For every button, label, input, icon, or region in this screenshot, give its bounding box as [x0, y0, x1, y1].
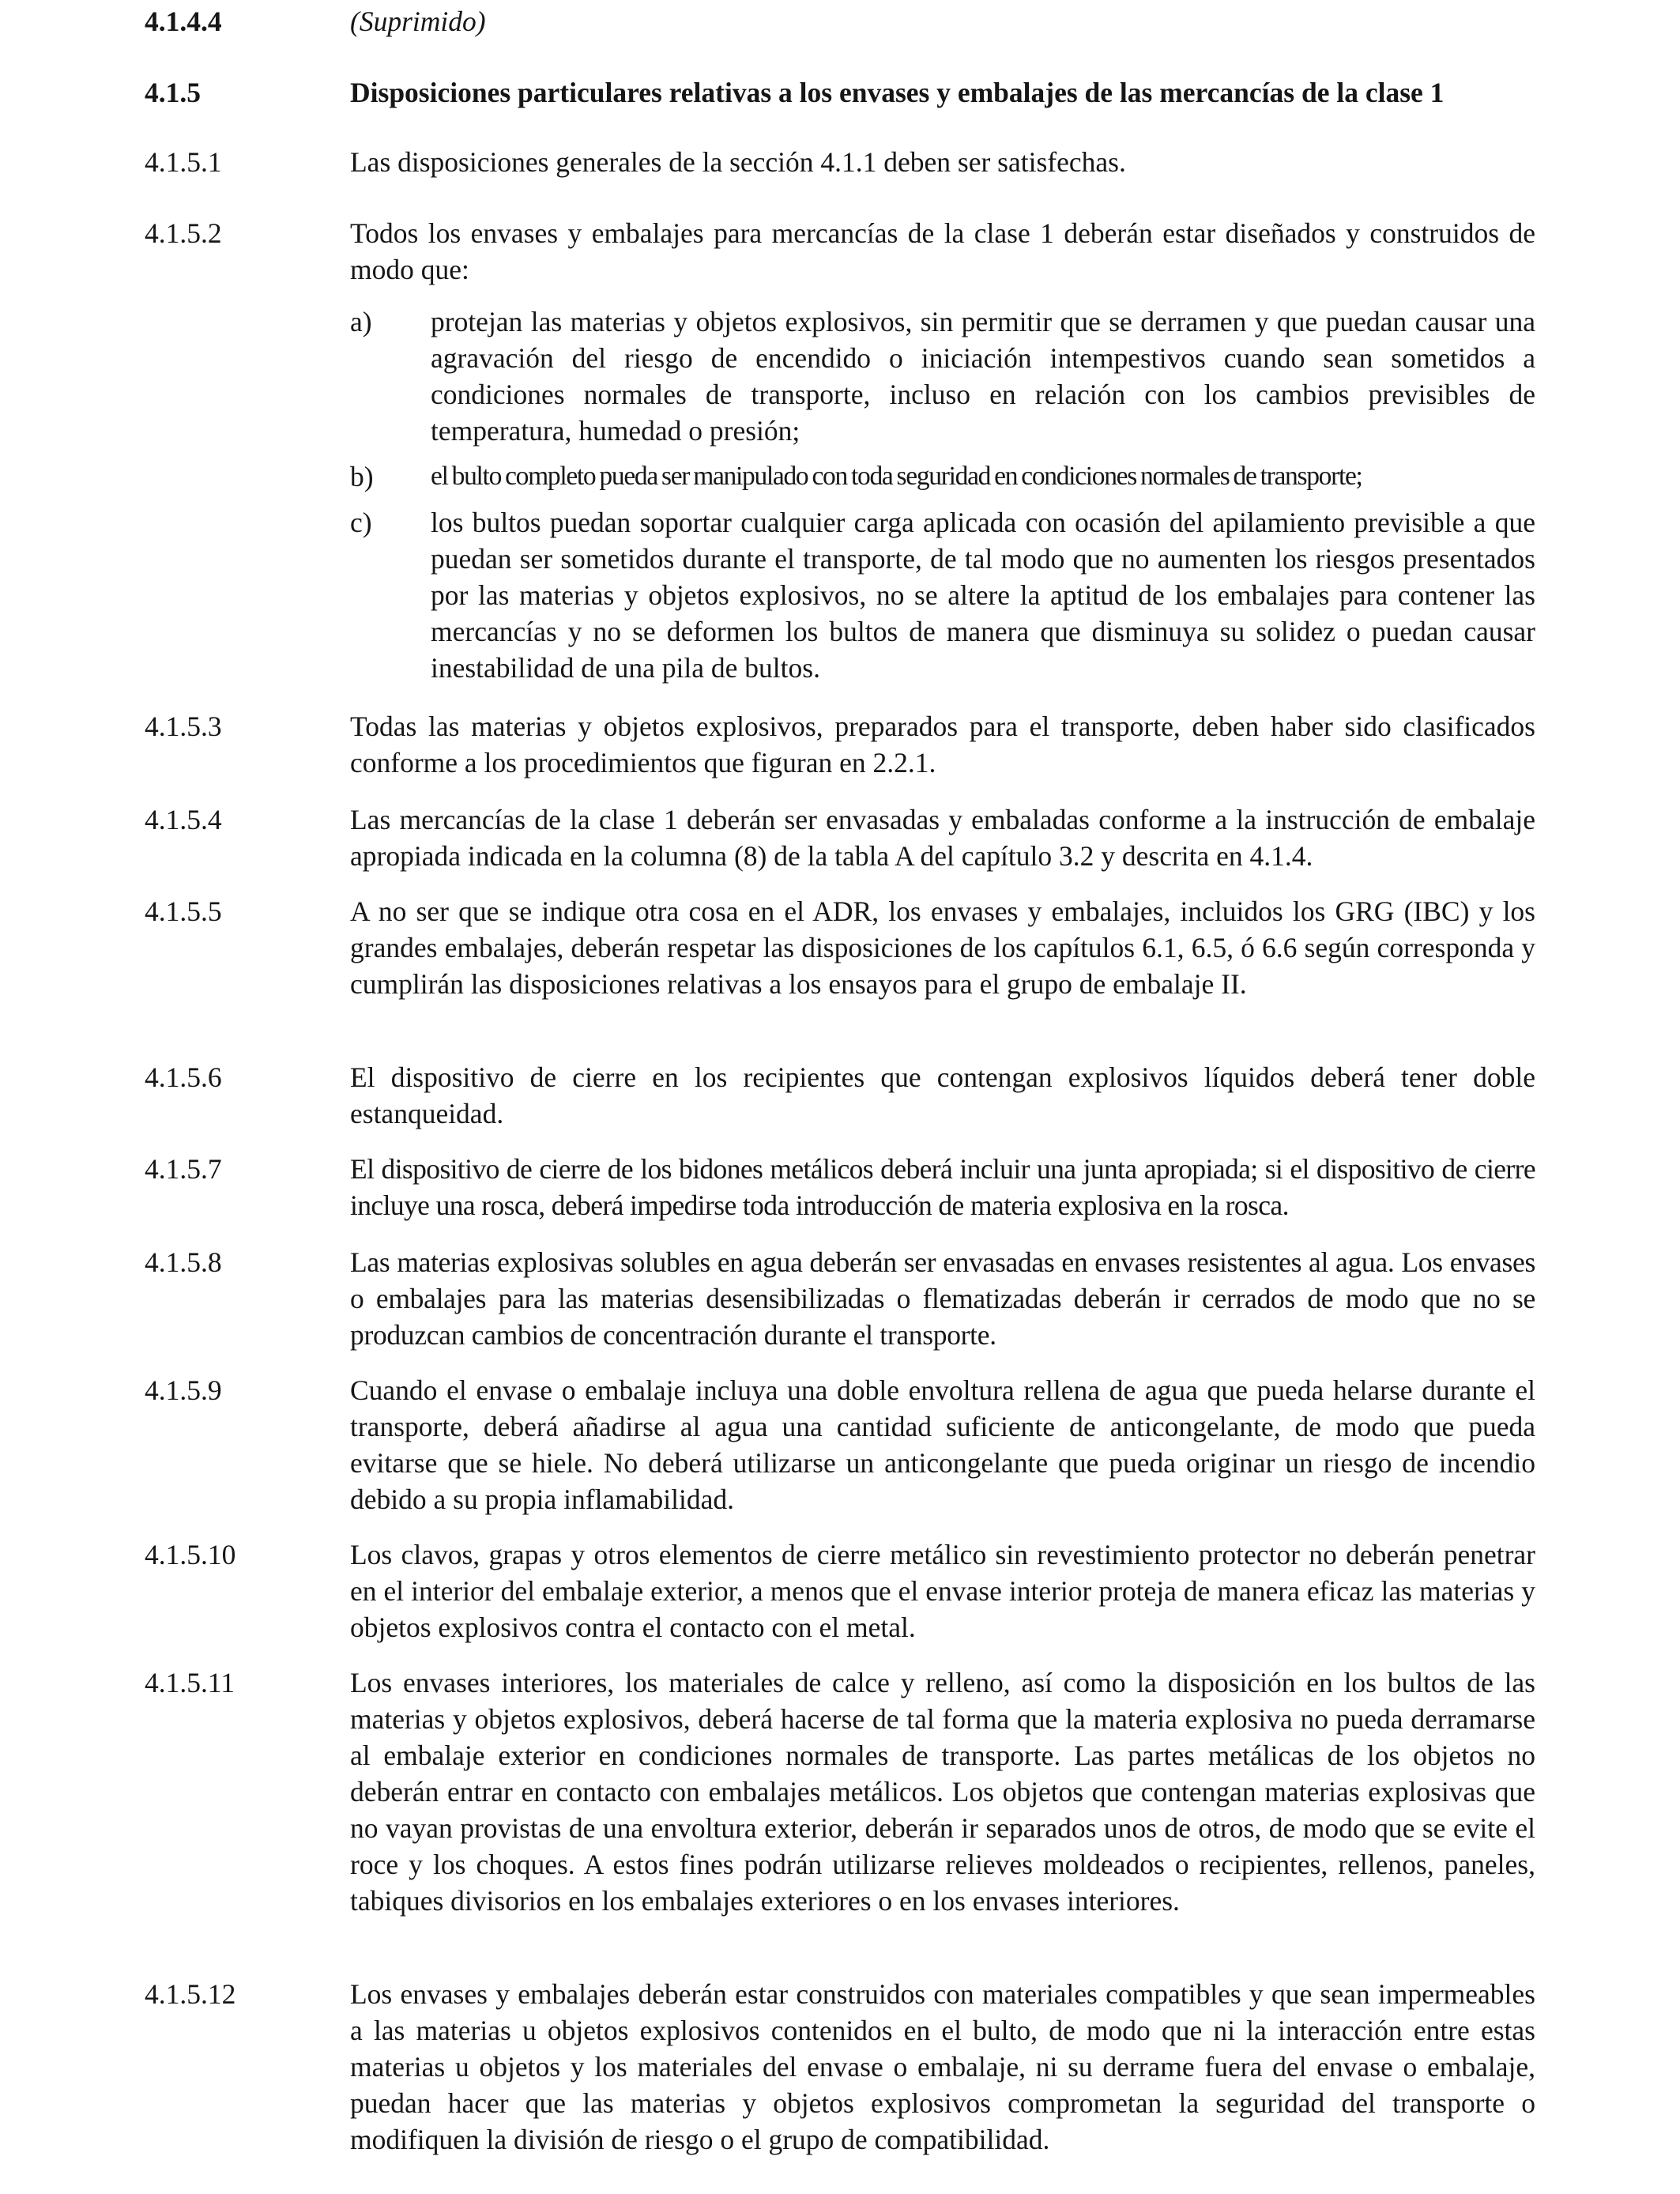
section-4-1-5-8 — [145, 1244, 1535, 1353]
section-number: 4.1.5.1 — [145, 146, 222, 178]
item-label: a) — [350, 306, 372, 337]
section-text: El dispositivo de cierre de los bidones metálicos deberá incluir una junta apropiada; si el dispositivo de cierre incluye una rosca, deberá impedirse toda introducción de materia explosiva en la rosca. — [350, 1153, 1535, 1221]
section-body — [350, 215, 1535, 686]
section-text: A no ser que se indique otra cosa en el ADR, los envases y embalajes, incluidos los GRG (IBC) y los grandes embalajes, deberán respetar las disposiciones de los capítulos 6.1, 6.5, ó 6.6 según corresponda y cumplirán las disposiciones relativas a los ensayos para el grupo de embalaje II. — [350, 895, 1535, 1000]
list-item — [350, 504, 1535, 686]
section-text: (Suprimido) — [350, 6, 486, 37]
section-4-1-5-9 — [145, 1372, 1535, 1517]
section-number: 4.1.5.3 — [145, 711, 222, 742]
item-label: c) — [350, 507, 372, 538]
section-4-1-5-3 — [145, 708, 1535, 781]
section-number: 4.1.5 — [145, 77, 201, 108]
section-number: 4.1.5.11 — [145, 1667, 235, 1698]
section-text: Los clavos, grapas y otros elementos de cierre metálico sin revestimiento protector no deberán penetrar en el interior del embalaje exterior, a menos que el envase interior proteja de manera eficaz las materias y objetos explosivos contra el contacto con el metal. — [350, 1539, 1535, 1643]
section-number: 4.1.5.9 — [145, 1374, 222, 1406]
section-4-1-5-12 — [145, 1976, 1535, 2158]
section-number: 4.1.5.2 — [145, 217, 222, 249]
section-4-1-5-2 — [145, 215, 1535, 686]
section-text: Todas las materias y objetos explosivos, preparados para el transporte, deben haber sido clasificados conforme a los procedimientos que figuran en 2.2.1. — [350, 711, 1535, 778]
section-text: Los envases y embalajes deberán estar construidos con materiales compatibles y que sean impermeables a las materias u objetos explosivos contenidos en el bulto, de modo que ni la interacción entre estas materias u objetos y los materiales del envase o embalaje, ni su derrame fuera del envase o embalaje, puedan hacer que las materias y objetos explosivos comprometan la seguridad del transporte o modifiquen la división de riesgo o el grupo de compatibilidad. — [350, 1978, 1535, 2155]
section-text: Las mercancías de la clase 1 deberán ser envasadas y embaladas conforme a la instrucción de embalaje apropiada indicada en la columna (8) de la tabla A del capítulo 3.2 y descrita en 4.1.4. — [350, 804, 1535, 872]
section-text: Las disposiciones generales de la sección 4.1.1 deben ser satisfechas. — [350, 146, 1126, 178]
section-text: Todos los envases y embalajes para mercancías de la clase 1 deberán estar diseñados y construidos de modo que: — [350, 217, 1535, 285]
section-number: 4.1.5.6 — [145, 1061, 222, 1093]
item-text: los bultos puedan soportar cualquier carga aplicada con ocasión del apilamiento previsible a que puedan ser sometidos durante el transporte, de tal modo que no aumenten los riesgos presentados por las materias y objetos explosivos, no se altere la aptitud de los embalajes para contener las mercancías y no se deformen los bultos de manera que disminuya su solidez o puedan causar inestabilidad de una pila de bultos. — [431, 507, 1535, 684]
item-text: protejan las materias y objetos explosivos, sin permitir que se derramen y que puedan causar una agravación del riesgo de encendido o iniciación intempestivos cuando sean sometidos a condiciones normales de transporte, incluso en relación con los cambios previsibles de temperatura, humedad o presión; — [431, 306, 1535, 447]
section-4-1-4-4 — [145, 3, 1535, 40]
section-number: 4.1.5.8 — [145, 1246, 222, 1278]
section-4-1-5-10 — [145, 1536, 1535, 1646]
section-number: 4.1.5.12 — [145, 1978, 236, 2010]
item-list — [350, 303, 1535, 686]
list-item — [350, 458, 1535, 495]
section-number: 4.1.5.4 — [145, 804, 222, 835]
section-4-1-5-4 — [145, 801, 1535, 874]
section-heading-4-1-5 — [145, 74, 1535, 111]
section-text: Los envases interiores, los materiales de calce y relleno, así como la disposición en los bultos de las materias y objetos explosivos, deberá hacerse de tal forma que la materia explosiva no pueda derramarse al embalaje exterior en condiciones normales de transporte. Las partes metálicas de los objetos no deberán entrar en contacto con embalajes metálicos. Los objetos que contengan materias explosivas que no vayan provistas de una envoltura exterior, deberán ir separados unos de otros, de modo que se evite el roce y los choques. A estos fines podrán utilizarse relieves moldeados o recipientes, rellenos, paneles, tabiques divisorios en los embalajes exteriores o en los envases interiores. — [350, 1667, 1535, 1917]
section-text: El dispositivo de cierre en los recipientes que contengan explosivos líquidos deberá tener doble estanqueidad. — [350, 1061, 1535, 1129]
section-number: 4.1.4.4 — [145, 6, 222, 37]
section-number: 4.1.5.10 — [145, 1539, 236, 1570]
section-number: 4.1.5.7 — [145, 1153, 222, 1185]
item-text: el bulto completo pueda ser manipulado con toda seguridad en condiciones normales de transporte; — [431, 462, 1362, 491]
section-4-1-5-11 — [145, 1664, 1535, 1919]
section-4-1-5-5 — [145, 893, 1535, 1002]
list-item — [350, 303, 1535, 449]
section-heading: Disposiciones particulares relativas a los envases y embalajes de las mercancías de la clase 1 — [350, 77, 1445, 108]
item-label: b) — [350, 461, 374, 492]
section-4-1-5-6 — [145, 1059, 1535, 1132]
section-number: 4.1.5.5 — [145, 895, 222, 927]
section-text: Las materias explosivas solubles en agua deberán ser envasadas en envases resistentes al agua. Los envases o embalajes para las materias desensibilizadas o flematizadas deberán ir cerrados de modo que no se produzcan cambios de concentración durante el transporte. — [350, 1246, 1535, 1351]
section-4-1-5-1 — [145, 144, 1535, 180]
section-text: Cuando el envase o embalaje incluya una doble envoltura rellena de agua que pueda helarse durante el transporte, deberá añadirse al agua una cantidad suficiente de anticongelante, de modo que pueda evitarse que se hiele. No deberá utilizarse un anticongelante que pueda originar un riesgo de incendio debido a su propia inflamabilidad. — [350, 1374, 1535, 1515]
section-4-1-5-7 — [145, 1151, 1535, 1223]
